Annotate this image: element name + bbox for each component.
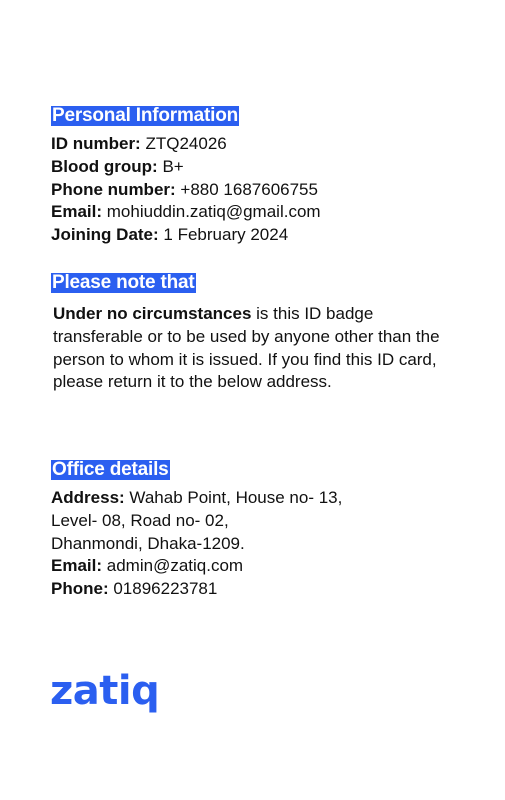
phone-number-row (51, 179, 321, 202)
id-number-label: ID number: (51, 134, 141, 153)
joining-date-value: 1 February 2024 (163, 225, 289, 245)
personal-info-block (51, 133, 321, 247)
office-phone-value: 01896223781 (113, 579, 218, 599)
note-text: is this ID badge transferable or to be used by anyone other than the person to whom it is issued. If you find this ID card, please return it to the below address. (53, 304, 440, 392)
address-line-3: Dhanmondi, Dhaka-1209. (51, 533, 245, 553)
joining-date-label: Joining Date: (51, 225, 159, 245)
address-line-2: Level- 08, Road no- 02, (51, 510, 229, 530)
office-phone-row (51, 578, 342, 601)
office-email-value: admin@zatiq.com (106, 556, 244, 576)
office-phone-label: Phone: (51, 579, 109, 599)
joining-date-row (51, 224, 321, 247)
id-number-row (51, 133, 321, 156)
note-heading: Please note that (52, 272, 195, 293)
note-paragraph (53, 303, 463, 394)
address-line-1: Wahab Point, House no- 13, (129, 488, 343, 507)
personal-info-heading: Personal Information (52, 105, 239, 126)
phone-number-value: +880 1687606755 (180, 179, 318, 199)
email-label: Email: (51, 202, 103, 222)
zatiq-logo (50, 672, 180, 728)
email-row (51, 201, 321, 224)
phone-number-label: Phone number: (51, 179, 176, 199)
address-row (51, 487, 342, 510)
note-bold-lead: Under no circumstances (53, 304, 252, 323)
blood-group-row (51, 156, 321, 179)
blood-group-label: Blood group: (51, 156, 158, 176)
office-details-heading: Office details (52, 459, 169, 480)
office-email-label: Email: (51, 556, 103, 576)
office-email-row (51, 555, 342, 578)
zatiq-logo-text: zatiq (50, 672, 160, 714)
address-label: Address: (51, 488, 125, 507)
blood-group-value: B+ (162, 156, 184, 176)
email-value: mohiuddin.zatiq@gmail.com (106, 202, 321, 222)
id-number-value: ZTQ24026 (145, 134, 227, 153)
office-details-block (51, 487, 342, 601)
